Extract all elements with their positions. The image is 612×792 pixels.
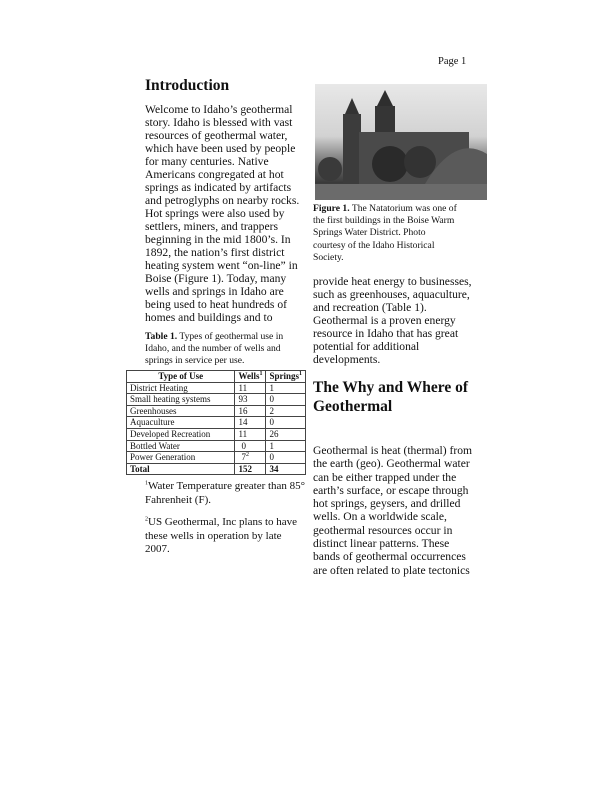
cell-type [127,394,235,406]
footnote-1 [145,480,305,507]
text-line: developments. [313,353,381,366]
cell-value: District Heating [130,382,188,393]
caption-text: Types of geothermal use in [177,331,284,342]
caption-line: Society. [313,251,344,263]
cell-value: 0 [241,440,246,451]
cell-type [127,440,235,452]
text-line: and petroglyphs on nearby rocks. [145,194,300,207]
cell-value: 93 [238,394,248,405]
text-line: Geothermal [313,398,393,415]
text-line: Hot springs were also used by [145,207,285,220]
cell-springs [266,452,306,464]
total-cell: 152 [235,463,266,475]
caption-line: Springs Water District. Photo [313,227,426,239]
footnote-ref: 1 [299,371,302,377]
cell-springs [266,440,306,452]
cell-value: 1 [269,440,274,451]
why-where-heading [313,378,468,416]
text-line: The Why and Where of [313,379,469,396]
cell-value: Small heating systems [130,394,211,405]
text-line: settlers, miners, and trappers [145,220,278,233]
cell-wells [235,382,266,394]
text-line: earth’s surface, or escape through [313,483,469,497]
text-line: being used to heat hundreds of [145,298,287,311]
table-row [127,394,306,406]
geothermal-use-table [126,370,306,475]
text-line: the earth (geo). Geothermal water [313,457,470,471]
text-line: which have been used by people [145,142,296,155]
cell-springs [266,382,306,394]
text-line: such as greenhouses, aquaculture, [313,288,470,301]
cell-value: Bottled Water [130,440,180,451]
header-wells [235,371,266,383]
caption-line: Idaho, and the number of wells and [145,343,281,355]
cell-value: 0 [269,394,274,405]
figure-label: Figure 1. [313,203,350,214]
cell-type [127,405,235,417]
cell-value: 0 [269,417,274,428]
footnote-line: Fahrenheit (F). [145,493,211,506]
text-line: wells. On a worldwide scale, [313,510,447,524]
header-type: Type of Use [127,371,235,383]
cell-wells [235,405,266,417]
cell-wells [235,440,266,452]
cell-type [127,428,235,440]
text-line: potential for additional [313,340,420,353]
footnote-text: Water Temperature greater than 85° [148,480,306,492]
text-line: Boise (Figure 1). Today, many [145,272,287,285]
table-row [127,440,306,452]
why-where-body [313,444,472,577]
footnote-mark: 1 [145,480,148,487]
caption-line: courtesy of the Idaho Historical [313,239,435,251]
text-line: bands of geothermal occurrences [313,550,466,564]
text-line: 1892, the nation’s first district [145,246,285,259]
text-line: beginning in the mid 1800’s. In [145,233,291,246]
text-line: geothermal resources occur in [313,523,453,537]
cell-springs [266,428,306,440]
table-row [127,405,306,417]
cell-value: 11 [238,382,248,393]
text-line: are often related to plate tectonics [313,563,470,577]
text-line: resource in Idaho that has great [313,327,459,340]
text-line: distinct linear patterns. These [313,537,450,551]
caption-line: the first buildings in the Boise Warm [313,215,455,227]
cell-value: Aquaculture [130,417,175,428]
introduction-body [145,103,299,324]
footnote-line [145,516,297,530]
cell-value: 7 [241,452,246,463]
table-total-row [127,463,306,475]
header-label: Wells [238,371,260,381]
footnote-2 [145,516,297,557]
footnote-line [145,480,305,494]
cell-type [127,417,235,429]
total-cell: 34 [266,463,306,475]
text-line: for many centuries. Native [145,155,269,168]
cell-value: 16 [238,405,248,416]
cell-value: 11 [238,428,248,439]
text-line: Geothermal is heat (thermal) from [313,444,473,457]
text-line: Americans congregated at hot [145,168,284,181]
table-row [127,382,306,394]
cell-value: 14 [238,417,248,428]
cell-wells [235,417,266,429]
text-line: Geothermal is a proven energy [313,314,456,327]
cell-value: 2 [269,405,274,416]
table-caption [145,331,283,368]
footnote-line: these wells in operation by late [145,529,282,542]
right-column-body [313,275,472,366]
footnote-ref: 1 [259,371,263,377]
caption-text: The Natatorium was one of [349,203,457,214]
text-line: wells and springs in Idaho are [145,285,284,298]
footnote-mark: 2 [145,516,148,523]
text-line: provide heat energy to businesses, [313,275,472,288]
table-label: Table 1. [145,331,178,342]
total-cell: Total [127,463,235,475]
cell-type [127,382,235,394]
table-row [127,417,306,429]
cell-springs [266,394,306,406]
header-springs [266,371,306,383]
natatorium-photo [315,84,487,200]
cell-springs [266,405,306,417]
footnote-ref: 2 [245,452,249,459]
cell-value: 1 [269,382,274,393]
natatorium-building-illustration [315,84,487,200]
text-line: heating system went “on-line” in [145,259,298,272]
cell-value: Developed Recreation [130,428,211,439]
cell-springs [266,417,306,429]
cell-value: 26 [269,428,279,439]
cell-wells [235,394,266,406]
caption-line [313,203,457,215]
text-line: story. Idaho is blessed with vast [145,116,293,129]
cell-value: 0 [269,452,274,463]
cell-wells [235,428,266,440]
introduction-heading: Introduction [145,77,230,94]
text-line: homes and buildings and to [145,311,273,324]
cell-value: Greenhouses [130,405,177,416]
footnote-text: US Geothermal, Inc plans to have [148,516,298,528]
table-header-row [127,371,306,383]
page-number: Page 1 [438,56,467,67]
text-line: and recreation (Table 1). [313,301,427,314]
text-line: springs as indicated by artifacts [145,181,292,194]
text-line: hot springs, geysers, and drilled [313,497,461,511]
footnote-line: 2007. [145,543,170,555]
cell-value: Power Generation [130,452,196,463]
cell-type [127,452,235,464]
figure-caption [313,203,457,264]
table-row [127,428,306,440]
text-line: resources of geothermal water, [145,129,288,142]
caption-line: springs in service per use. [145,355,245,367]
table-row [127,452,306,464]
header-label: Springs [269,371,299,381]
text-line: can be either trapped under the [313,470,457,484]
caption-line [145,331,283,343]
text-line: Welcome to Idaho’s geothermal [145,103,293,116]
cell-wells [235,452,266,464]
